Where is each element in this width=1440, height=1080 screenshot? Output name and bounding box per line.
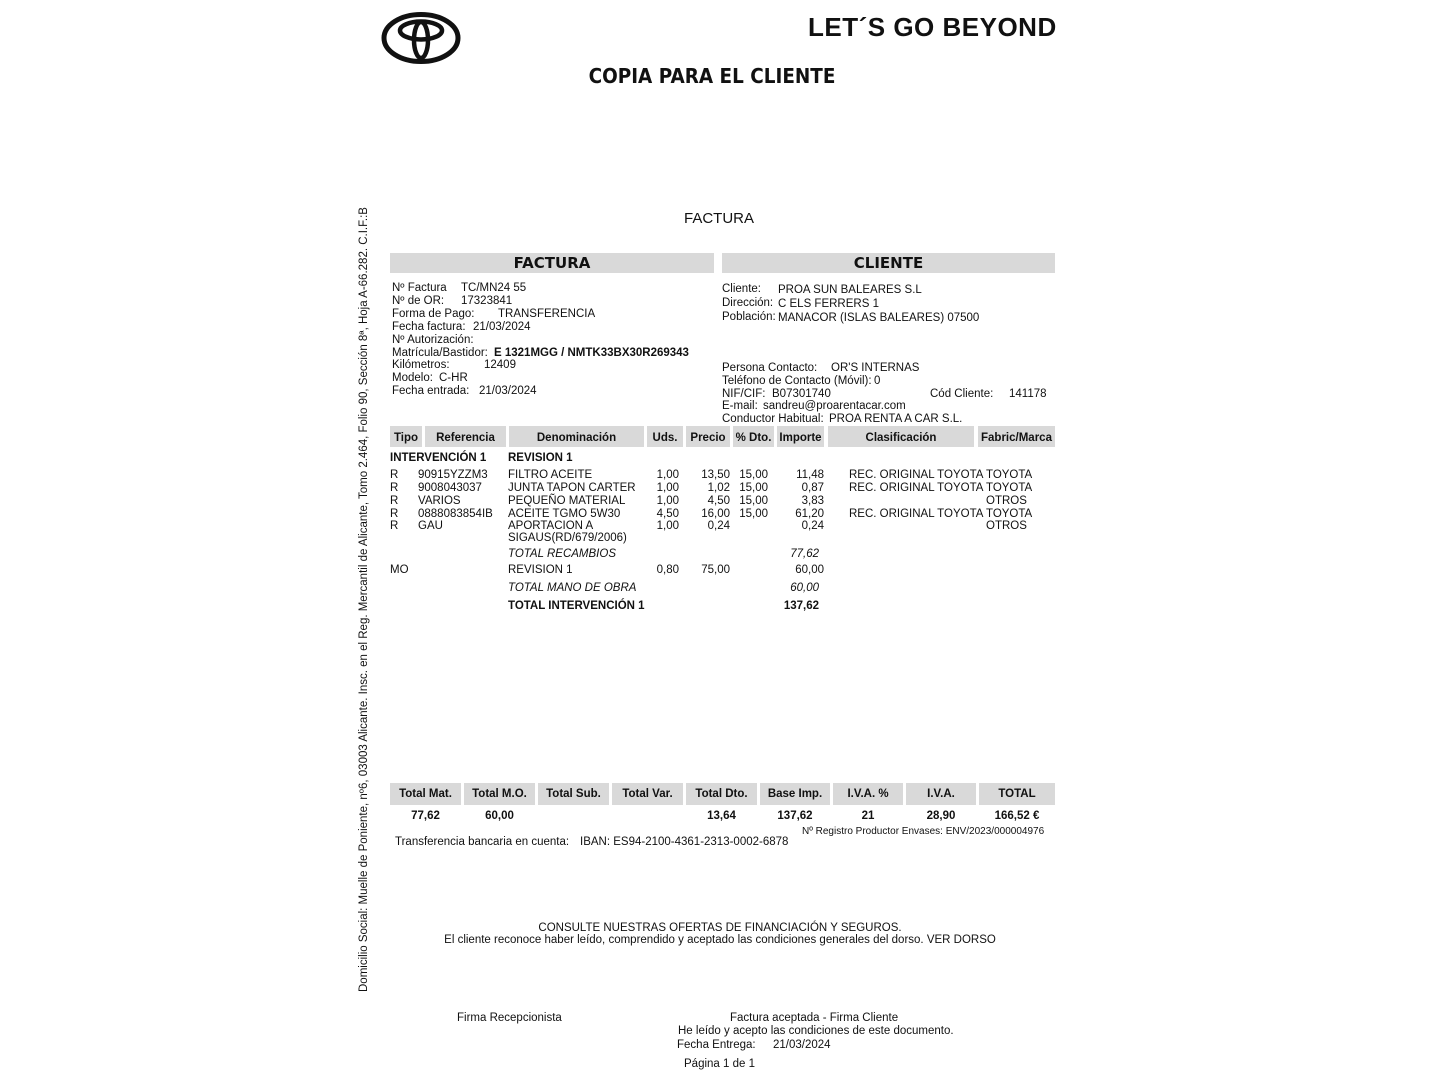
factura-aceptada: Factura aceptada - Firma Cliente xyxy=(730,1012,899,1024)
direccion-label: Dirección: xyxy=(722,297,774,309)
total-dto-value: 13,64 xyxy=(707,810,736,822)
cell-dto: 15,00 xyxy=(739,508,768,520)
autorizacion-label: Nº Autorización: xyxy=(392,334,474,346)
cell-precio: 13,50 xyxy=(701,469,730,481)
cell-ref: GAU xyxy=(418,520,443,532)
or-value: 17323841 xyxy=(461,295,513,307)
iva-pct-value: 21 xyxy=(861,810,875,822)
matricula-label: Matrícula/Bastidor: xyxy=(392,347,488,359)
cod-cliente-value: 141178 xyxy=(1009,388,1047,400)
cell-dto: 15,00 xyxy=(739,469,768,481)
cell-marca: TOYOTA xyxy=(986,469,1033,481)
brand-slogan: LET´S GO BEYOND xyxy=(808,12,1057,42)
cell-clas: REC. ORIGINAL TOYOTA xyxy=(849,469,984,481)
cell-precio: 75,00 xyxy=(701,564,730,576)
cell-marca: TOYOTA xyxy=(986,508,1033,520)
cell-den: APORTACION A xyxy=(508,520,594,532)
total-intervencion-label: TOTAL INTERVENCIÓN 1 xyxy=(508,600,645,612)
cliente-heading: CLIENTE xyxy=(722,253,1055,273)
matricula-value: E 1321MGG / NMTK33BX30R269343 xyxy=(494,347,689,359)
he-leido: He leído y acepto las condiciones de este documento. xyxy=(678,1025,954,1037)
cell-uds: 1,00 xyxy=(656,520,679,532)
cell-den: REVISION 1 xyxy=(508,564,573,576)
telefono-value: 0 xyxy=(874,375,881,387)
transfer-label: Transferencia bancaria en cuenta: xyxy=(395,836,570,848)
cell-tipo: MO xyxy=(390,564,409,576)
intervention-label: INTERVENCIÓN 1 xyxy=(390,452,487,464)
cell-uds: 1,00 xyxy=(656,495,679,507)
cell-precio: 4,50 xyxy=(707,495,730,507)
cell-uds: 4,50 xyxy=(656,508,679,520)
cell-precio: 1,02 xyxy=(707,482,730,494)
email-value: sandreu@proarentacar.com xyxy=(763,400,906,412)
page-number: Página 1 de 1 xyxy=(684,1058,755,1070)
factura-num-value: TC/MN24 55 xyxy=(461,282,527,294)
th-total-mo: Total M.O. xyxy=(464,783,535,805)
th-total-mat: Total Mat. xyxy=(390,783,461,805)
cell-den-line2: SIGAUS(RD/679/2006) xyxy=(508,532,627,544)
cell-importe: 60,00 xyxy=(795,564,824,576)
cell-dto: 15,00 xyxy=(739,495,768,507)
fecha-factura-value: 21/03/2024 xyxy=(473,321,531,333)
iva-value: 28,90 xyxy=(926,810,956,822)
cell-importe: 11,48 xyxy=(796,469,824,481)
th-total-dto: Total Dto. xyxy=(686,783,757,805)
th-uds: Uds. xyxy=(647,426,683,447)
conductor-label: Conductor Habitual: xyxy=(722,413,824,425)
pago-label: Forma de Pago: xyxy=(392,308,475,320)
km-value: 12409 xyxy=(484,359,516,371)
cell-ref: VARIOS xyxy=(418,495,461,507)
th-precio: Precio xyxy=(686,426,730,447)
modelo-label: Modelo: xyxy=(392,372,433,384)
factura-heading: FACTURA xyxy=(390,253,714,273)
cell-importe: 0,24 xyxy=(801,520,824,532)
th-total: TOTAL xyxy=(979,783,1055,805)
nif-value: B07301740 xyxy=(772,388,831,400)
cell-tipo: R xyxy=(390,469,399,481)
cod-cliente-label: Cód Cliente: xyxy=(930,388,994,400)
cell-uds: 1,00 xyxy=(656,469,679,481)
fecha-entrega-label: Fecha Entrega: xyxy=(677,1039,756,1051)
th-total-var: Total Var. xyxy=(612,783,683,805)
factura-num-label: Nº Factura xyxy=(392,282,447,294)
cell-uds: 1,00 xyxy=(656,482,679,494)
cell-marca: OTROS xyxy=(986,495,1027,507)
intervention-name: REVISION 1 xyxy=(508,452,573,464)
cell-marca: OTROS xyxy=(986,520,1027,532)
th-iva: I.V.A. xyxy=(906,783,976,805)
cell-tipo: R xyxy=(390,495,399,507)
toyota-logo-icon xyxy=(380,10,462,66)
total-mo-sum-value: 60,00 xyxy=(485,810,514,822)
cell-dto: 15,00 xyxy=(739,482,768,494)
pago-value: TRANSFERENCIA xyxy=(498,308,596,320)
th-marca: Fabric/Marca xyxy=(978,426,1055,447)
cell-ref: 0888083854IB xyxy=(418,508,493,520)
cell-marca: TOYOTA xyxy=(986,482,1033,494)
cell-tipo: R xyxy=(390,482,399,494)
copy-label: COPIA PARA EL CLIENTE xyxy=(588,64,836,88)
direccion-value: C ELS FERRERS 1 xyxy=(778,298,879,310)
poblacion-value: MANACOR (ISLAS BALEARES) 07500 xyxy=(778,312,980,324)
th-denominacion: Denominación xyxy=(509,426,644,447)
email-label: E-mail: xyxy=(722,400,758,412)
th-referencia: Referencia xyxy=(425,426,506,447)
base-imp-value: 137,62 xyxy=(777,810,813,822)
cell-importe: 3,83 xyxy=(801,495,824,507)
cell-ref: 90915YZZM3 xyxy=(418,469,488,481)
cliente-label: Cliente: xyxy=(722,283,761,295)
cell-clas: REC. ORIGINAL TOYOTA xyxy=(849,482,984,494)
contacto-value: OR'S INTERNAS xyxy=(831,362,920,374)
cell-den: FILTRO ACEITE xyxy=(508,469,593,481)
conductor-value: PROA RENTA A CAR S.L. xyxy=(829,413,963,425)
poblacion-label: Población: xyxy=(722,311,776,323)
registro-envases: Nº Registro Productor Envases: ENV/2023/000004976 xyxy=(802,826,1045,837)
th-importe: Importe xyxy=(777,426,824,447)
th-tipo: Tipo xyxy=(390,426,422,447)
footer-conditions: El cliente reconoce haber leído, comprendido y aceptado las condiciones generales del dorso. VER DORSO xyxy=(444,934,996,946)
th-dto: % Dto. xyxy=(733,426,774,447)
cell-den: ACEITE TGMO 5W30 xyxy=(508,508,621,520)
total-intervencion-value: 137,62 xyxy=(783,600,819,612)
th-iva-pct: I.V.A. % xyxy=(833,783,903,805)
total-recambios-label: TOTAL RECAMBIOS xyxy=(508,548,616,560)
cell-den: PEQUEÑO MATERIAL xyxy=(508,495,626,507)
cliente-value: PROA SUN BALEARES S.L xyxy=(778,284,922,296)
total-mat-value: 77,62 xyxy=(411,810,440,822)
fecha-factura-label: Fecha factura: xyxy=(392,321,466,333)
nif-label: NIF/CIF: xyxy=(722,388,766,400)
total-mo-label: TOTAL MANO DE OBRA xyxy=(508,582,637,594)
entrada-value: 21/03/2024 xyxy=(479,385,537,397)
th-clasificacion: Clasificación xyxy=(828,426,974,447)
cell-ref: 9008043037 xyxy=(418,482,482,494)
legal-side-text: Domicilio Social: Muelle de Poniente, nº6, 03003 Alicante. Insc. en el Reg. Mercantil de Alicante, Tomo 2.464, Folio 90, Sección 8ª, Hoja A-66.282. C.I.F.:B xyxy=(358,207,370,992)
cell-tipo: R xyxy=(390,508,399,520)
th-base-imp: Base Imp. xyxy=(760,783,830,805)
cell-importe: 0,87 xyxy=(801,482,824,494)
cell-uds: 0,80 xyxy=(656,564,679,576)
cell-precio: 0,24 xyxy=(707,520,730,532)
iban: IBAN: ES94-2100-4361-2313-0002-6878 xyxy=(580,836,789,848)
firma-recepcionista: Firma Recepcionista xyxy=(457,1012,562,1024)
fecha-entrega-value: 21/03/2024 xyxy=(773,1039,831,1051)
document-title: FACTURA xyxy=(684,210,755,227)
entrada-label: Fecha entrada: xyxy=(392,385,470,397)
grand-total-value: 166,52 € xyxy=(994,810,1040,822)
modelo-value: C-HR xyxy=(439,372,468,384)
total-mo-value: 60,00 xyxy=(790,582,819,594)
km-label: Kilómetros: xyxy=(392,359,450,371)
telefono-label: Teléfono de Contacto (Móvil): xyxy=(722,375,872,387)
th-total-sub: Total Sub. xyxy=(538,783,609,805)
footer-offers: CONSULTE NUESTRAS OFERTAS DE FINANCIACIÓN Y SEGUROS. xyxy=(538,922,902,934)
cell-importe: 61,20 xyxy=(795,508,824,520)
cell-precio: 16,00 xyxy=(701,508,730,520)
total-recambios-value: 77,62 xyxy=(790,548,819,560)
cell-tipo: R xyxy=(390,520,399,532)
contacto-label: Persona Contacto: xyxy=(722,362,818,374)
or-label: Nº de OR: xyxy=(392,295,445,307)
cell-clas: REC. ORIGINAL TOYOTA xyxy=(849,508,984,520)
cell-den: JUNTA TAPON CARTER xyxy=(508,482,636,494)
